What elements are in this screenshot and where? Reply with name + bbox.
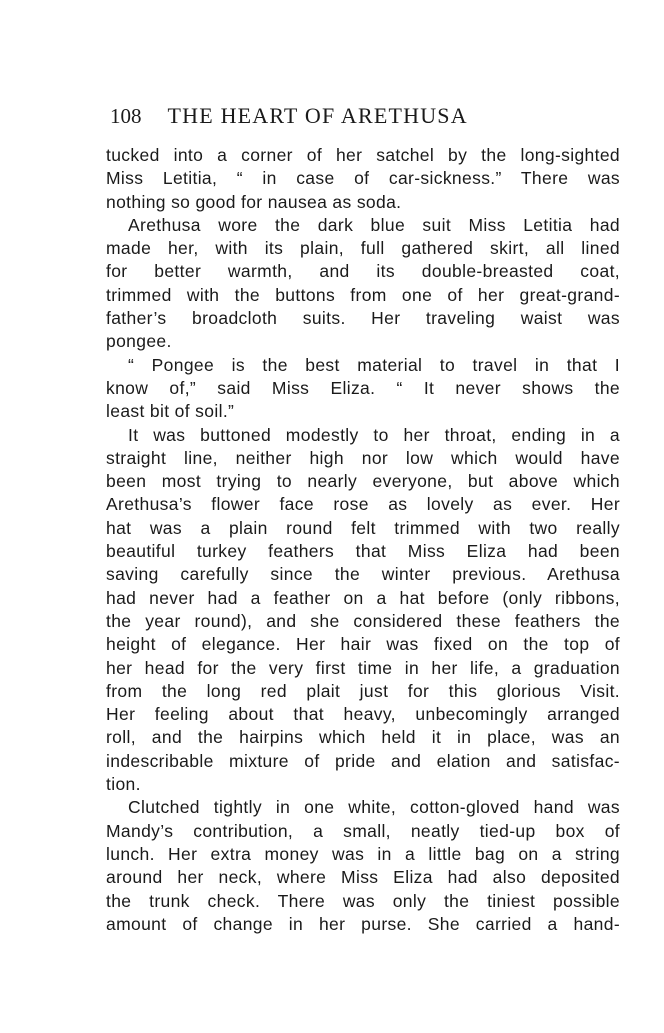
text-line: from the long red plait just for this glorious Visit. xyxy=(106,680,620,701)
text-line: Her feeling about that heavy, unbecomingly arranged xyxy=(106,704,620,725)
text-line: lunch. Her extra money was in a little bag on a string xyxy=(106,843,620,864)
page-number: 108 xyxy=(110,104,142,128)
text-line: Arethusa wore the dark blue suit Miss Letitia had xyxy=(128,214,620,235)
book-title: THE HEART OF ARETHUSA xyxy=(167,103,468,128)
text-line: beautiful turkey feathers that Miss Eliza had been xyxy=(106,541,620,562)
text-line: trimmed with the buttons from one of her great-grand- xyxy=(106,284,620,305)
text-line: amount of change in her purse. She carried a hand- xyxy=(106,913,620,934)
text-line: saving carefully since the winter previous. Arethusa xyxy=(106,564,620,585)
body-text xyxy=(106,144,620,936)
text-line: the year round), and she considered these feathers the xyxy=(106,610,620,631)
text-line: Miss Letitia, “ in case of car-sickness.” There was xyxy=(106,168,620,189)
text-line: tion. xyxy=(106,774,141,795)
text-line: know of,” said Miss Eliza. “ It never shows the xyxy=(106,377,620,398)
text-line: her head for the very first time in her life, a graduation xyxy=(106,657,620,678)
text-line: nothing so good for nausea as soda. xyxy=(106,191,402,212)
text-line: made her, with its plain, full gathered skirt, all lined xyxy=(106,238,620,259)
text-line: Clutched tightly in one white, cotton-gloved hand was xyxy=(128,797,620,818)
text-line: father’s broadcloth suits. Her traveling waist was xyxy=(106,308,620,329)
text-line: hat was a plain round felt trimmed with two really xyxy=(106,517,620,538)
text-line: around her neck, where Miss Eliza had also deposited xyxy=(106,867,620,888)
running-head xyxy=(110,100,622,132)
text-line: been most trying to nearly everyone, but above which xyxy=(106,471,620,492)
text-line: indescribable mixture of pride and elation and satisfac- xyxy=(106,750,620,771)
text-line: had never had a feather on a hat before (only ribbons, xyxy=(106,587,620,608)
text-line: pongee. xyxy=(106,331,172,352)
text-line: It was buttoned modestly to her throat, ending in a xyxy=(128,424,620,445)
text-line: the trunk check. There was only the tiniest possible xyxy=(106,890,620,911)
text-line: roll, and the hairpins which held it in place, was an xyxy=(106,727,620,748)
text-line: straight line, neither high nor low which would have xyxy=(106,447,620,468)
text-line: Mandy’s contribution, a small, neatly tied-up box of xyxy=(106,820,620,841)
text-line: tucked into a corner of her satchel by the long-sighted xyxy=(106,145,620,165)
text-line: least bit of soil.” xyxy=(106,401,235,422)
text-line: Arethusa’s flower face rose as lovely as ever. Her xyxy=(106,494,620,515)
text-line: height of elegance. Her hair was fixed on the top of xyxy=(106,634,620,655)
text-line: “ Pongee is the best material to travel in that I xyxy=(128,354,620,375)
text-line: for better warmth, and its double-breasted coat, xyxy=(106,261,620,282)
